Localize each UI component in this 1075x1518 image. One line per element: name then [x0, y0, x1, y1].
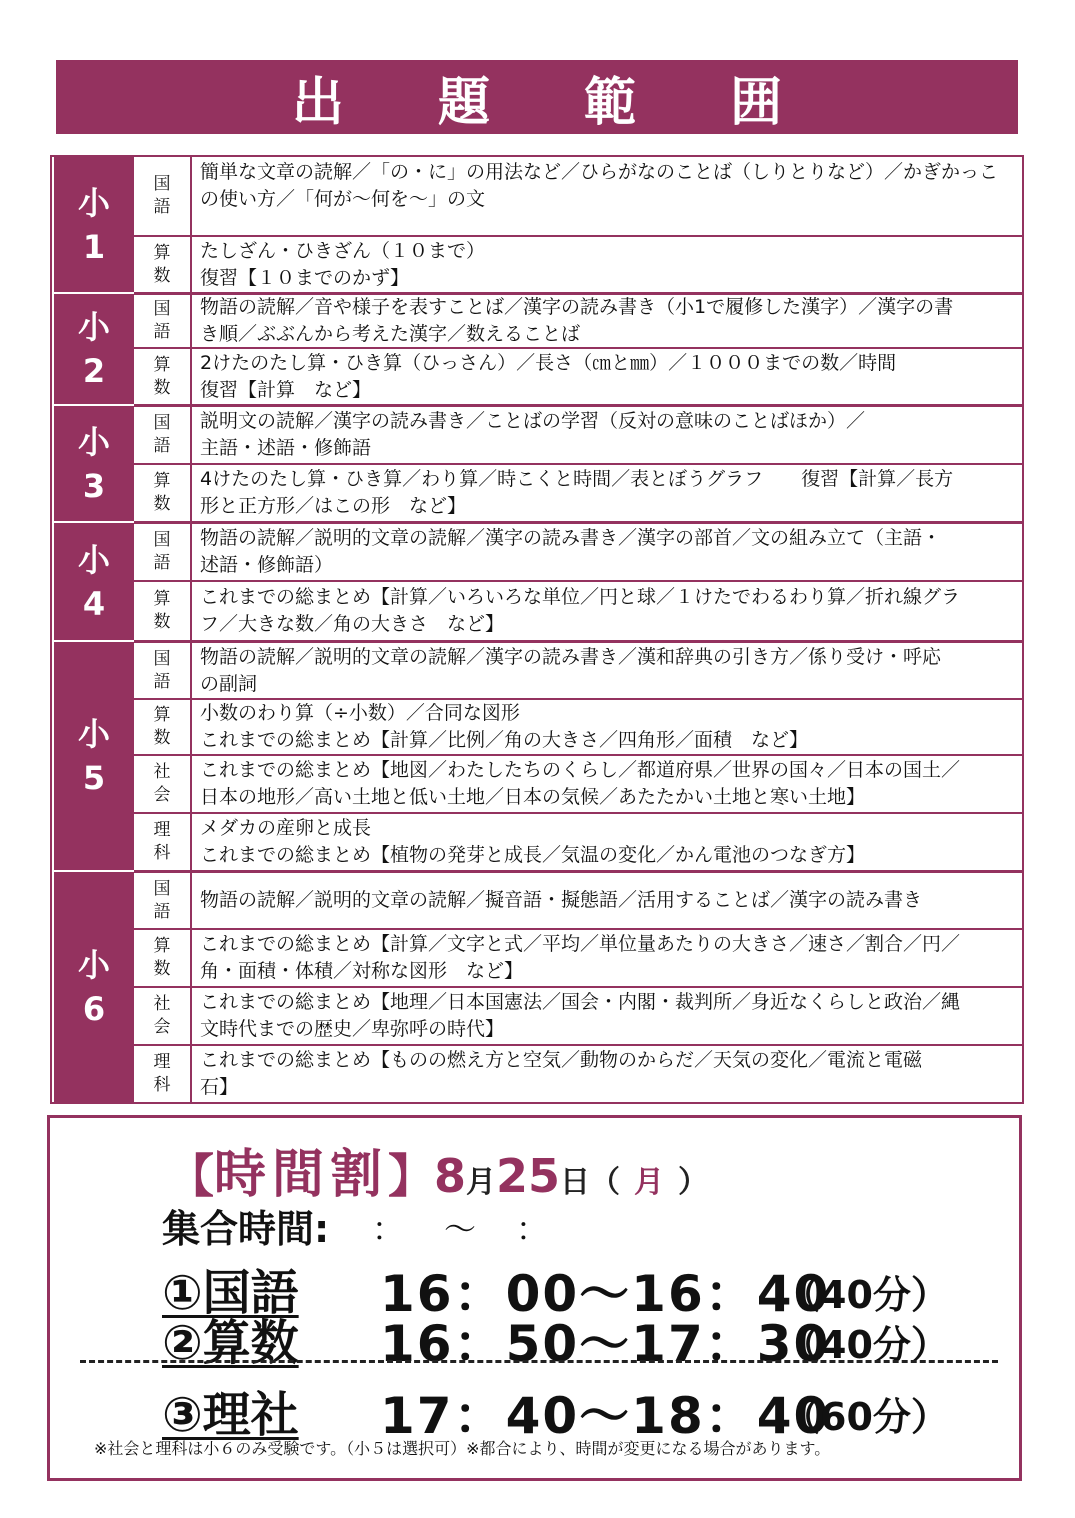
subject-char: 国: [153, 299, 171, 319]
subject-char: 語: [153, 322, 171, 342]
range-text: これまでの総まとめ【計算／いろいろな単位／円と球／１けたでわるわり算／折れ線グラ フ／大きな数／角の大きさ など】: [200, 586, 961, 635]
subject-char: 理: [153, 1052, 171, 1072]
range-text: 物語の読解／説明的文章の読解／漢字の読み書き／漢字の部首／文の組み立て（主語・ 述語・修飾語）: [200, 527, 942, 576]
table-row: [134, 870, 1022, 928]
subject-label: [134, 157, 192, 235]
table-row: [134, 812, 1022, 870]
grade-char: 小: [77, 715, 110, 753]
assembly-label: 集合時間:: [162, 1207, 330, 1251]
subject-char: 数: [153, 377, 171, 398]
subject-label: [134, 814, 192, 870]
heading-paren-open: （: [590, 1165, 621, 1200]
slot-time: 17：40～18：40: [380, 1387, 831, 1445]
grade-label-4: [54, 521, 134, 640]
range-text: これまでの総まとめ【地理／日本国憲法／国会・内閣・裁判所／身近なくらしと政治／縄 文時代までの歴史／卑弥呼の時代】: [200, 991, 961, 1040]
subject-char: 語: [153, 197, 171, 217]
grade-label-5: [54, 640, 134, 870]
range-text: 2けたのたし算・ひき算（ひっさん）／長さ（㎝と㎜）／１０００までの数／時間 復習【計算 など】: [200, 351, 897, 401]
range-text: これまでの総まとめ【ものの燃え方と空気／動物のからだ／天気の変化／電流と電磁 石】: [200, 1049, 923, 1098]
range-text: これまでの総まとめ【地図／わたしたちのくらし／都道府県／世界の国々／日本の国土／ 日本の地形／高い土地と低い土地／日本の気候／あたたかい土地と寒い土地】: [200, 759, 961, 808]
heading-bracket-close: 】: [388, 1149, 435, 1203]
subject-label: [134, 700, 192, 754]
subject-char: 数: [153, 728, 171, 748]
subject-label: [134, 349, 192, 404]
page-title: 出 題 範 囲: [291, 72, 821, 133]
subject-char: 算: [153, 471, 171, 491]
grade-number: 4: [82, 584, 106, 623]
subject-char: 語: [153, 671, 171, 692]
subject-char: 算: [153, 242, 171, 263]
subject-char: 理: [153, 820, 171, 840]
exam-range-table: [50, 155, 1024, 1104]
title-banner: [56, 60, 1018, 134]
slot-subject: [162, 1376, 299, 1445]
range-text: 4けたのたし算・ひき算／わり算／時こくと時間／表とぼうグラフ 復習【計算／長方 形と正方形／はこの形 など】: [200, 468, 954, 517]
subject-char: 国: [153, 174, 171, 194]
grade-label-6: [54, 870, 134, 1102]
table-row: [134, 754, 1022, 812]
subject-char: 科: [153, 843, 171, 863]
table-row: [134, 928, 1022, 986]
range-text: 簡単な文章の読解／「の・に」の用法など／ひらがなのことば（しりとりなど）／かぎかっこ の使い方／「何が～何を～」の文: [200, 161, 999, 210]
subject-char: 国: [153, 648, 171, 669]
slot-duration: （40分）: [782, 1273, 949, 1317]
subject-char: 語: [153, 901, 171, 922]
subject-label: [134, 465, 192, 521]
subject-label: [134, 756, 192, 812]
subject-label: [134, 1046, 192, 1102]
range-text: 物語の読解／説明的文章の読解／漢字の読み書き／漢和辞典の引き方／係り受け・呼応 の副詞: [200, 645, 942, 695]
subject-label: [134, 988, 192, 1044]
table-row: [134, 1044, 1022, 1102]
timetable-heading: [168, 1132, 709, 1205]
subject-char: 数: [153, 612, 171, 632]
table-row: [134, 640, 1022, 698]
grade-number: 5: [82, 759, 106, 797]
slot-subject-text: ③理社: [162, 1387, 299, 1443]
grade-char: 小: [77, 183, 110, 222]
range-text: 物語の読解／説明的文章の読解／擬音語・擬態語／活用することば／漢字の読み書き: [200, 889, 923, 911]
table-row: [134, 292, 1022, 347]
table-row: [134, 157, 1022, 235]
range-text: 物語の読解／音や様子を表すことば／漢字の読み書き（小1で履修した漢字）／漢字の書 き順／ぶぶんから考えた漢字／数えることば: [200, 296, 954, 345]
slot-time: 16：50～17：30: [380, 1315, 831, 1373]
grade-number: 3: [82, 466, 106, 505]
table-row: [134, 404, 1022, 463]
range-text: これまでの総まとめ【計算／文字と式／平均／単位量あたりの大きさ／速さ／割合／円／ 角・面積・体積／対称な図形 など】: [200, 933, 961, 982]
grade-char: 小: [77, 422, 110, 461]
range-text: メダカの産卵と成長 これまでの総まとめ【植物の発芽と成長／気温の変化／かん電池のつなぎ方】: [200, 817, 866, 866]
slot-duration: （60分）: [782, 1395, 949, 1439]
grade-number: 2: [82, 352, 106, 390]
heading-day-unit: 日: [560, 1165, 591, 1200]
heading-weekday: 月: [634, 1165, 665, 1200]
grade-char: 小: [77, 540, 110, 579]
heading-paren-close: ）: [678, 1165, 709, 1200]
assembly-time: ：～：: [372, 1210, 589, 1248]
subject-char: 社: [153, 762, 171, 782]
footnote: ※社会と理科は小６のみ受験です。（小５は選択可）※都合により、時間が変更になる場合があります。: [94, 1439, 831, 1458]
subject-label: [134, 237, 192, 292]
subject-char: 科: [153, 1075, 171, 1095]
subject-char: 国: [153, 530, 171, 550]
grade-char: 小: [77, 946, 110, 984]
heading-month: 8: [434, 1149, 467, 1203]
subject-char: 算: [153, 936, 171, 956]
subject-char: 会: [153, 1017, 171, 1037]
subject-char: 国: [153, 878, 171, 899]
heading-bracket-open: 【: [168, 1149, 214, 1203]
grade-char: 小: [77, 308, 110, 346]
range-text: 小数のわり算（÷小数）／合同な図形 これまでの総まとめ【計算／比例／角の大きさ／四角形／面積 など】: [200, 702, 809, 751]
slot-duration: （40分）: [782, 1323, 949, 1367]
range-text: 説明文の読解／漢字の読み書き／ことばの学習（反対の意味のことばほか）／ 主語・述語・修飾語: [200, 410, 866, 459]
grade-label-3: [54, 404, 134, 521]
subject-label: [134, 582, 192, 640]
subject-char: 算: [153, 589, 171, 609]
subject-char: 算: [153, 354, 171, 375]
subject-label: [134, 295, 192, 347]
subject-label: [134, 524, 192, 580]
range-text: たしざん・ひきざん（１０まで） 復習【１０までのかず】: [200, 239, 486, 289]
table-row: [134, 698, 1022, 754]
table-row: [134, 521, 1022, 580]
timetable-box: [47, 1115, 1022, 1481]
subject-char: 社: [153, 994, 171, 1014]
subject-label: [134, 930, 192, 986]
subject-char: 会: [153, 785, 171, 805]
table-row: [134, 347, 1022, 404]
subject-label: [134, 407, 192, 463]
subject-label: [134, 643, 192, 698]
subject-char: 数: [153, 265, 171, 286]
heading-month-unit: 月: [466, 1165, 497, 1200]
subject-label: [134, 873, 192, 928]
table-row: [134, 235, 1022, 292]
table-row: [134, 986, 1022, 1044]
subject-char: 国: [153, 413, 171, 433]
subject-char: 語: [153, 553, 171, 573]
slot-subject-text: ①国語: [162, 1265, 299, 1321]
slot-time: 16：00～16：40: [380, 1265, 831, 1323]
slot-subject-text: ②算数: [162, 1315, 299, 1371]
grade-label-2: [54, 292, 134, 404]
heading-day: 25: [496, 1149, 561, 1203]
grade-number: 6: [82, 990, 106, 1028]
subject-char: 算: [153, 705, 171, 725]
table-row: [134, 580, 1022, 640]
grade-label-1: [54, 157, 134, 292]
divider: [80, 1360, 998, 1363]
heading-word: 時間割: [214, 1145, 389, 1205]
subject-char: 語: [153, 436, 171, 456]
subject-char: 数: [153, 494, 171, 514]
table-row: [134, 463, 1022, 521]
subject-char: 数: [153, 959, 171, 979]
grade-number: 1: [82, 227, 106, 266]
